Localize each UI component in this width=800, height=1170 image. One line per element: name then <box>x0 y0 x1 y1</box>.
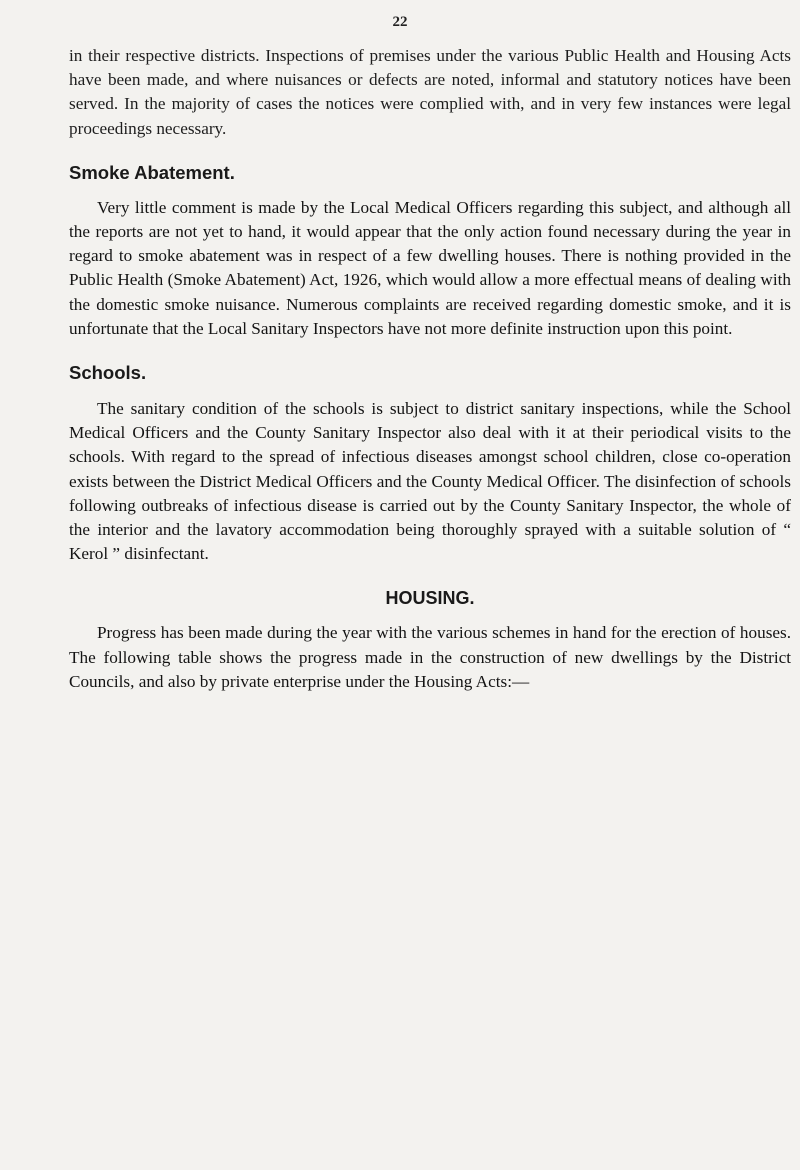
schools-heading: Schools. <box>69 362 147 384</box>
housing-heading: HOUSING. <box>385 588 475 609</box>
schools-paragraph: The sanitary condition of the schools is subject to district sanitary inspections, while the School Medical Officers and the County Sanitary Inspector also deal with it at their periodical visits to the schools. With regard to the spread of infectious diseases amongst school children, close co-operation exists between the District Medical Officers and the County Medical Officer. The disinfection of schools following outbreaks of infectious disease is carried out by the County Sanitary Inspector, the whole of the interior and the lavatory accommodation being thoroughly sprayed with a suitable solution of “ Kerol ” disinfectant. <box>69 399 791 564</box>
smoke-abatement-paragraph: Very little comment is made by the Local Medical Officers regarding this subject, and although all the reports are not yet to hand, it would appear that the only action found necessary during the year in regard to smoke abatement was in respect of a few dwelling houses. There is nothing provided in the Public Health (Smoke Abatement) Act, 1926, which would allow a more effectual means of dealing with the domestic smoke nuisance. Numerous complaints are received regarding domestic smoke, and it is unfortunate that the Local Sanitary Inspectors have not more definite instruction upon this point. <box>69 197 791 338</box>
smoke-abatement-heading: Smoke Abatement. <box>69 161 235 183</box>
page-number: 22 <box>392 14 408 30</box>
page-content <box>69 44 791 694</box>
intro-paragraph: in their respective districts. Inspections of premises under the various Public Health and Housing Acts have been made, and where nuisances or defects are noted, informal and statutory notices have been served. In the majority of cases the notices were complied with, and in very few instances were legal proceedings necessary. <box>69 46 791 138</box>
housing-paragraph: Progress has been made during the year with the various schemes in hand for the erection of houses. The following table shows the progress made in the construction of new dwellings by the District Councils, and also by private enterprise under the Housing Acts:— <box>69 623 791 691</box>
